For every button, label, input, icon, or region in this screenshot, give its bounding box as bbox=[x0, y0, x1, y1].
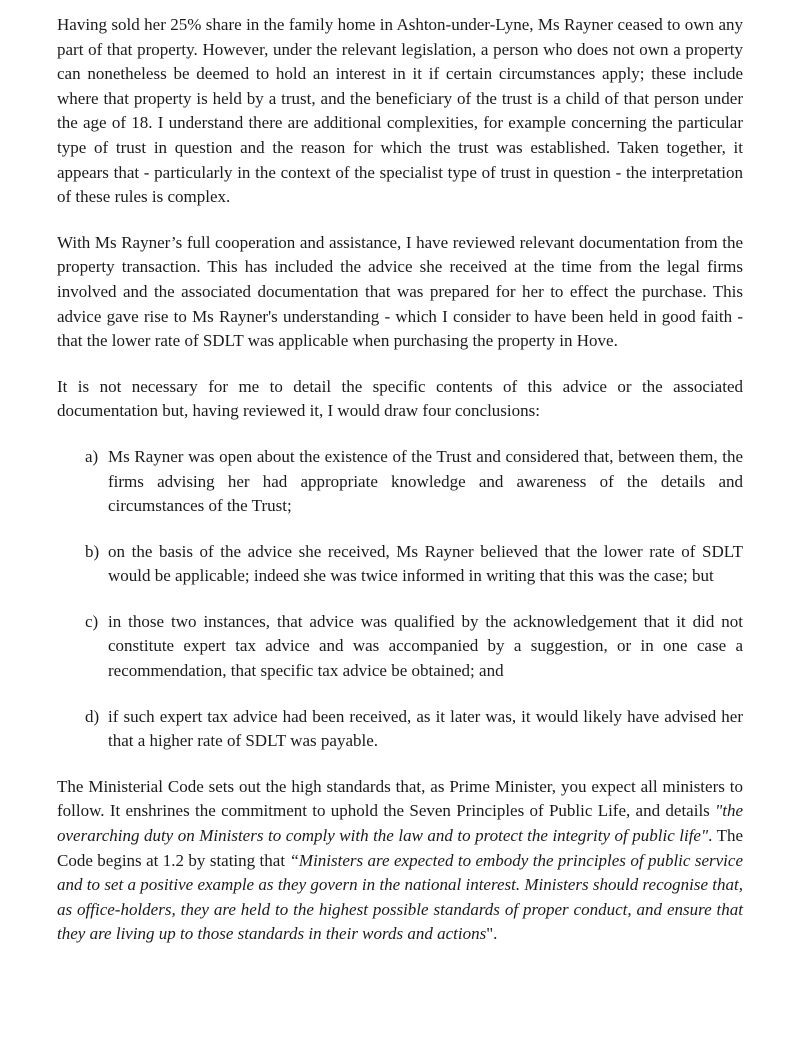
list-item-c-text: in those two instances, that advice was qualified by the acknowledgement that it did not constitute expert tax advice and was accompanied by a suggestion, or in one case a recommendation, that specific tax advice be obtained; and bbox=[108, 611, 743, 681]
list-item-d-text: if such expert tax advice had been received, as it later was, it would likely have advised her that a higher rate of SDLT was payable. bbox=[108, 706, 743, 751]
list-item-c bbox=[57, 610, 743, 684]
list-marker-b: b) bbox=[85, 541, 100, 561]
list-item-b-text: on the basis of the advice she received, Ms Rayner believed that the lower rate of SDLT would be applicable; indeed she was twice informed in writing that this was the case; but bbox=[108, 541, 743, 586]
list-item-b bbox=[57, 540, 743, 589]
list-marker-c: c) bbox=[85, 611, 99, 631]
paragraph-documentation-review: With Ms Rayner’s full cooperation and assistance, I have reviewed relevant documentation from the property transaction. This has included the advice she received at the time from the legal firms involved and the associated documentation that was prepared for her to effect the purchase. This advice gave rise to Ms Rayner's understanding - which I consider to have been held in good faith - that the lower rate of SDLT was applicable when purchasing the property in Hove. bbox=[57, 232, 743, 351]
list-item-d bbox=[57, 705, 743, 754]
list-marker-d: d) bbox=[85, 706, 100, 726]
paragraph-conclusions-intro: It is not necessary for me to detail the specific contents of this advice or the associated documentation but, having reviewed it, I would draw four conclusions: bbox=[57, 376, 743, 421]
paragraph-trust-rules: Having sold her 25% share in the family home in Ashton-under-Lyne, Ms Rayner ceased to own any part of that property. However, under the relevant legislation, a person who does not own a property can nonetheless be deemed to hold an interest in it if certain circumstances apply; these include where that property is held by a trust, and the beneficiary of the trust is a child of that person under the age of 18. I understand there are additional complexities, for example concerning the particular type of trust in question and the reason for which the trust was established. Taken together, it appears that - particularly in the context of the specialist type of trust in question - the interpretation of these rules is complex. bbox=[57, 15, 743, 207]
conclusions-list bbox=[57, 445, 743, 754]
list-item-a-text: Ms Rayner was open about the existence of the Trust and considered that, between them, the firms advising her had appropriate knowledge and awareness of the details and circumstances of the Trust; bbox=[108, 446, 743, 516]
paragraph-ministerial-code: The Ministerial Code sets out the high standards that, as Prime Minister, you expect all ministers to follow. It enshrines the commitment to uphold the Seven Principles of Public Life, and details "the overarching duty on Ministers to comply with the law and to protect the integrity of public life". The Code begins at 1.2 by stating that “Ministers are expected to embody the principles of public service and to set a positive example as they govern in the national interest. Ministers should recognise that, as office-holders, they are held to the highest possible standards of proper conduct, and ensure that they are living up to those standards in their words and actions". bbox=[57, 776, 744, 944]
list-marker-a: a) bbox=[85, 446, 99, 466]
list-item-a bbox=[57, 445, 743, 519]
